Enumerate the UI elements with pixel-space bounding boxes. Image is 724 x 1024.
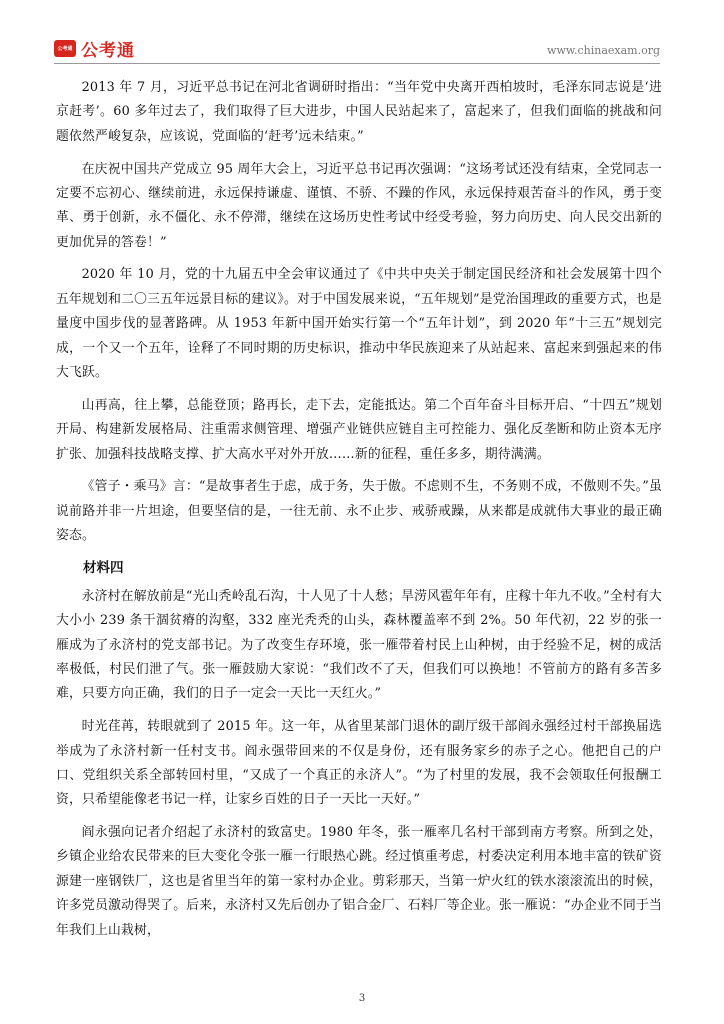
paragraph: 2020 年 10 月，党的十九届五中全会审议通过了《中共中央关于制定国民经济和社会发展第十四个五年规划和二〇三五年远景目标的建议》。对于中国发展来说，“五年规划”是党治国理政的重要方式，也是量度中国步伐的显著路碑。从 1953 年新中国开始实行第一个“五年计划”，到 2020 年“十三五”规划完成，一个又一个五年，诠释了不同时期的历史标识，推动中华民族迎来了从站起来、富起来到强起来的伟大飞跃。: [56, 267, 662, 381]
paragraph: 阎永强向记者介绍起了永济村的致富史。1980 年冬，张一雁率几名村干部到南方考察。所到之处，乡镇企业给农民带来的巨大变化令张一雁一行眼热心跳。经过慎重考虑，村委决定利用本地丰富的铁矿资源建一座钢铁厂，这也是省里当年的第一家村办企业。剪彩那天，当第一炉火红的铁水滚滚流出的时候，许多党员激动得哭了。后来，永济村又先后创办了铝合金厂、石料厂等企业。张一雁说：“办企业不同于当年我们上山栽树，: [56, 825, 662, 938]
brand-logo[interactable]: [54, 36, 135, 61]
site-url[interactable]: www.chinaexam.org: [547, 44, 660, 57]
paragraph: 在庆祝中国共产党成立 95 周年大会上，习近平总书记再次强调：“这场考试还没有结束，全党同志一定要不忘初心、继续前进，永远保持谦虚、谨慎、不骄、不躁的作风，永远保持艰苦奋斗的作风，勇于变革、勇于创新，永不僵化、永不停滞，继续在这场历史性考试中经受考验，努力向历史、向人民交出新的更加优异的答卷！”: [56, 161, 662, 250]
paragraph: 永济村在解放前是“光山秃岭乱石沟，十人见了十人愁；旱涝风雹年年有，庄稼十年九不收。”全村有大大小小 239 条干涸贫瘠的沟壑，332 座光秃秃的山头，森林覆盖率不到 2%。50 年代初，22 岁的张一雁成为了永济村的党支部书记。为了改变生存环境，张一雁带着村民上山种树，由于经验不足，树的成活率极低，村民们泄了气。张一雁鼓励大家说：“我们改不了天，但我们可以换地！不管前方的路有多苦多难，只要方向正确，我们的日子一定会一天比一天红火。”: [56, 588, 662, 702]
section-heading: 材料四: [83, 559, 124, 576]
paragraph: 《管子・乘马》言：“是故事者生于虑，成于务，失于傲。不虑则不生，不务则不成，不傲则不失。”虽说前路并非一片坦途，但要坚信的是，一往无前、永不止步、戒骄戒躁，从来都是成就伟大事业的最正确姿态。: [56, 479, 662, 544]
paragraph: 2013 年 7 月，习近平总书记在河北省调研时指出：“当年党中央离开西柏坡时，毛泽东同志说是‘进京赶考’。60 多年过去了，我们取得了巨大进步，中国人民站起来了，富起来了，但我们面临的挑战和问题依然严峻复杂，应该说，党面临的‘赶考’远未结束。”: [56, 80, 662, 144]
logo-text: 公考通: [81, 41, 135, 61]
document-body: [56, 76, 662, 951]
logo-badge-icon: 公考通: [54, 40, 76, 57]
paragraph: 时光荏苒，转眼就到了 2015 年。这一年，从省里某部门退休的副厅级干部阎永强经过村干部换届选举成为了永济村新一任村支书。阎永强带回来的不仅是身份，还有服务家乡的赤子之心。他把自己的户口、党组织关系全部转回村里，“又成了一个真正的永济人”。“为了村里的发展，我不会领取任何报酬工资，只希望能像老书记一样，让家乡百姓的日子一天比一天好。”: [56, 719, 662, 808]
header-divider: [54, 63, 660, 64]
paragraph: 山再高，往上攀，总能登顶；路再长，走下去，定能抵达。第二个百年奋斗目标开启、“十四五”规划开局、构建新发展格局、注重需求侧管理、增强产业链供应链自主可控能力、强化反垄断和防止资本无序扩张、加强科技战略支撑、扩大高水平对外开放……新的征程，重任多多，期待满满。: [56, 397, 662, 462]
page-header: [0, 0, 724, 66]
page-number: 3: [358, 993, 366, 1004]
